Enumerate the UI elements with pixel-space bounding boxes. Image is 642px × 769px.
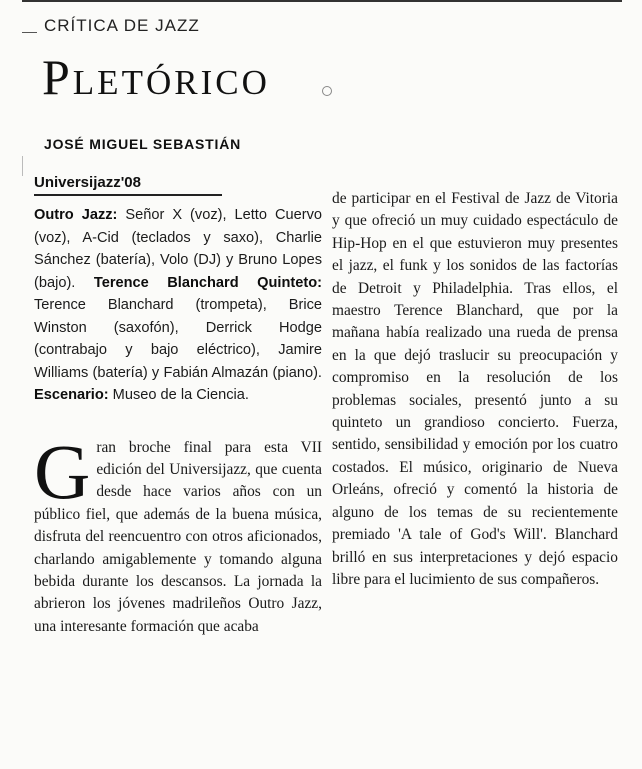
author-byline: JOSÉ MIGUEL SEBASTIÁN bbox=[44, 136, 242, 152]
credits-box bbox=[34, 204, 322, 407]
festival-box-title: Universijazz'08 bbox=[34, 174, 222, 196]
top-rule bbox=[22, 0, 622, 2]
credits-text-blanchard: Terence Blanchard (trompeta), Brice Winston (saxofón), Derrick Hodge (contrabajo y bajo eléctrico), Jamire Williams (batería) y Fabián Almazán (piano). bbox=[34, 297, 322, 381]
drop-cap: G bbox=[34, 427, 91, 515]
column-divider bbox=[22, 156, 23, 176]
section-label: CRÍTICA DE JAZZ bbox=[44, 16, 200, 35]
left-column bbox=[34, 174, 322, 638]
right-column bbox=[332, 188, 618, 591]
credits-label-blanchard: Terence Blanchard Quinteto: bbox=[93, 274, 322, 291]
headline: Pletórico bbox=[42, 49, 270, 105]
credits-label-venue: Escenario: bbox=[34, 387, 109, 403]
section-rule bbox=[22, 32, 37, 33]
article-lead bbox=[34, 427, 322, 639]
registration-mark-icon bbox=[322, 86, 332, 96]
article-lead-text: ran broche final para esta VII edición del Universijazz, que cuenta desde hace varios años con un público fiel, que además de la buena música, disfruta del reencuentro con otros aficionados, charlando amigablemente y tomando alguna bebida durante los descansos. La jornada la abrieron los jóvenes madrileños Outro Jazz, una interesante formación que acaba bbox=[34, 438, 322, 635]
credits-label-outro: Outro Jazz: bbox=[34, 207, 118, 223]
credits-text-venue: Museo de la Ciencia. bbox=[108, 387, 249, 403]
credits-text-outro: Señor X (voz), Letto Cuervo (voz), A-Cid (teclados y saxo), Charlie Sánchez (batería), Volo (DJ) y Bruno Lopes (bajo). bbox=[34, 207, 323, 291]
article-continuation: de participar en el Festival de Jazz de Vitoria y que ofreció un muy cuidado espectáculo de Hip-Hop en el que estuvieron muy presentes el jazz, el funk y los sonidos de las factorías de Detroit y Philadelphia. Tras ellos, el maestro Terence Blanchard, que por la mañana había realizado una rueda de prensa en la que dejó traslucir su preocupación y compromiso en la resolución de los problemas sociales, presentó junto a su quinteto un grandioso concierto. Fuerza, sentido, sensibilidad y emoción por los cuatro costados. El músico, originario de Nueva Orleáns, ofreció y comentó la historia de alguno de los temas de su recientemente premiado 'A tale of God's Will'. Blanchard brilló en sus interpretaciones y dejó espacio libre para el lucimiento de sus compañeros. bbox=[332, 190, 618, 588]
